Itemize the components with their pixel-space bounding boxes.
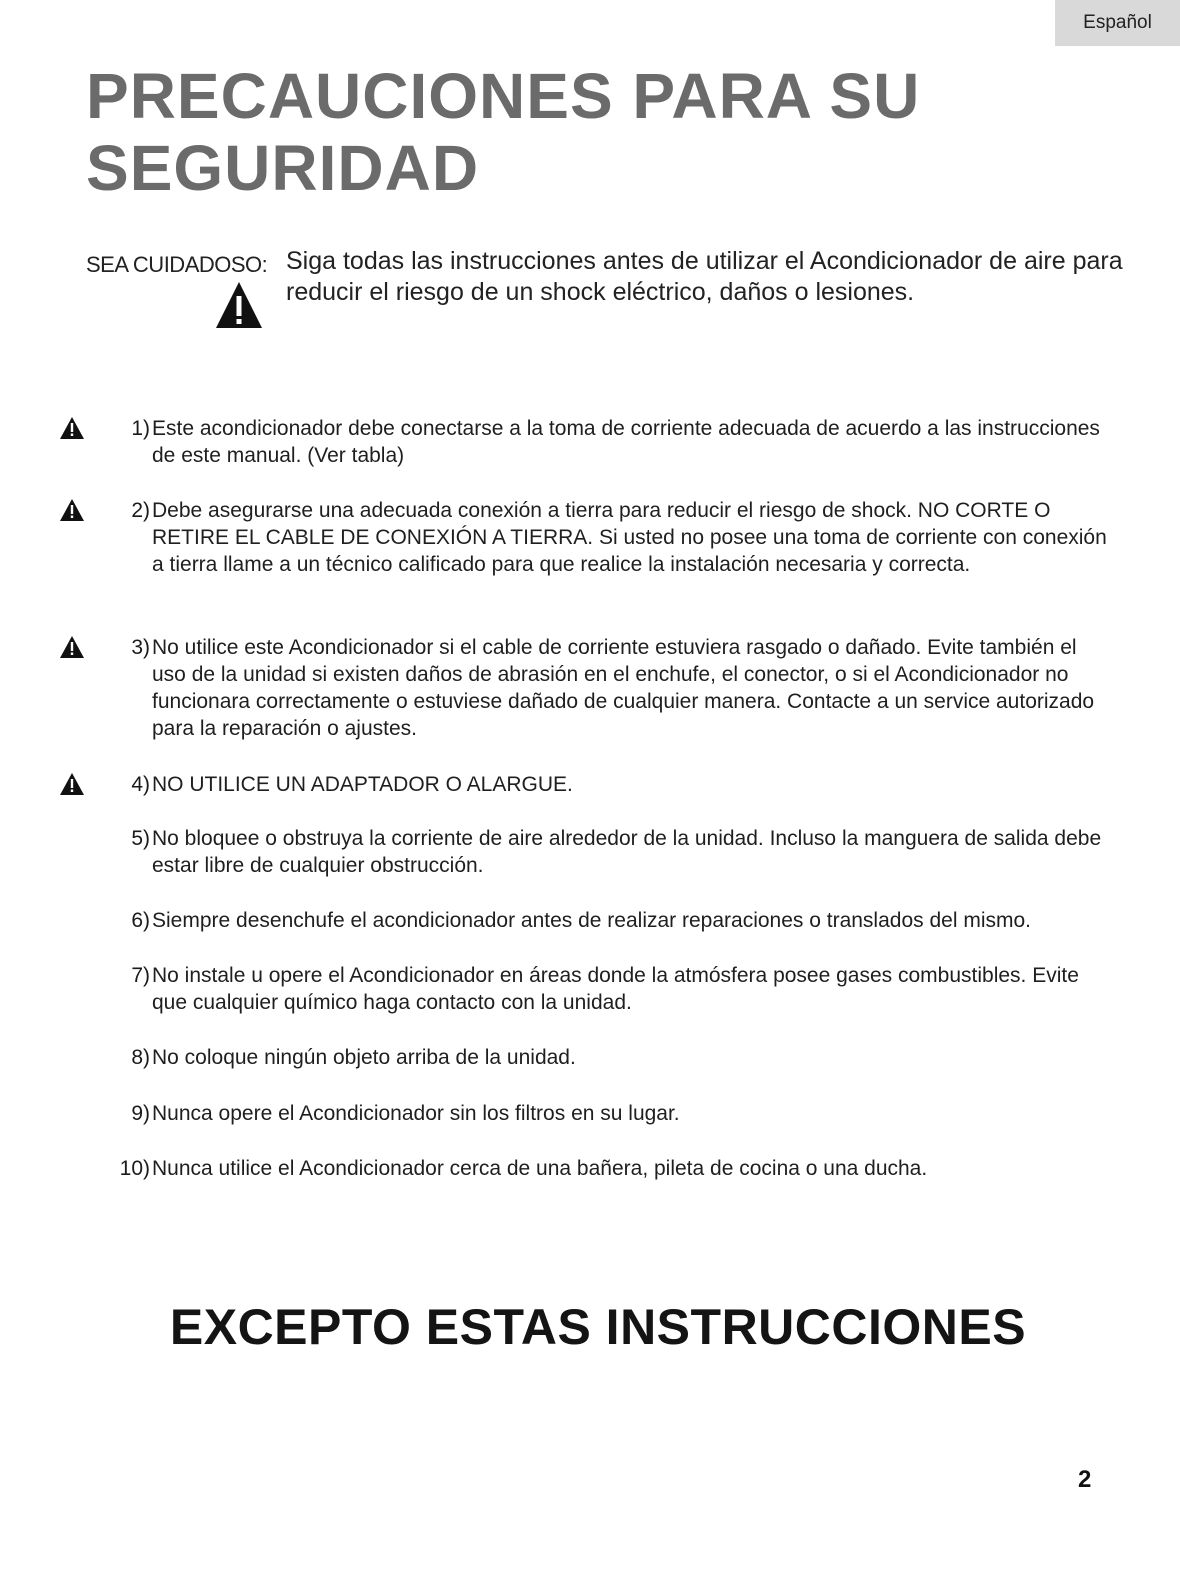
caution-label: SEA CUIDADOSO: (86, 252, 268, 277)
item-number: 5) (131, 827, 150, 850)
warning-icon (60, 499, 84, 521)
item-number: 4) (131, 773, 150, 796)
page-title: PRECAUCIONES PARA SU SEGURIDAD (86, 60, 921, 204)
caution-text: Siga todas las instrucciones antes de utilizar el Acondicionador de aire para reducir el riesgo de un shock eléctrico, daños o lesiones. (286, 247, 1123, 306)
item-number: 8) (131, 1046, 150, 1069)
item-number: 7) (131, 964, 150, 987)
item-number: 1) (131, 417, 150, 440)
language-label: Español (1083, 12, 1152, 33)
item-number: 3) (131, 636, 150, 659)
item-text: No coloque ningún objeto arriba de la unidad. (152, 1046, 576, 1069)
item-number: 10) (119, 1157, 150, 1180)
item-text: Siempre desenchufe el acondicionador antes de realizar reparaciones o translados del mismo. (152, 909, 1031, 932)
footer-title: EXCEPTO ESTAS INSTRUCCIONES (169, 1299, 1027, 1355)
warning-icon (60, 636, 84, 658)
item-text: Debe asegurarse una adecuada conexión a tierra para reducir el riesgo de shock. NO CORTE O RETIRE EL CABLE DE CONEXIÓN A TIERRA. Si usted no posee una toma de corriente con conexión a tierra llame a un técnico calificado para que realice la instalación necesaria y correcta. (152, 499, 1107, 576)
item-number: 2) (131, 499, 150, 522)
item-text: No instale u opere el Acondicionador en áreas donde la atmósfera posee gases combustibles. Evite que cualquier químico haga contacto con la unidad. (152, 964, 1079, 1014)
warning-icon (60, 417, 84, 439)
item-text: NO UTILICE UN ADAPTADOR O ALARGUE. (152, 773, 573, 796)
page-number: 2 (1078, 1466, 1092, 1493)
item-number: 9) (131, 1102, 150, 1125)
item-number: 6) (131, 909, 150, 932)
item-text: Este acondicionador debe conectarse a la toma de corriente adecuada de acuerdo a las instrucciones de este manual. (Ver tabla) (152, 417, 1100, 467)
item-text: Nunca opere el Acondicionador sin los filtros en su lugar. (152, 1102, 680, 1125)
item-text: Nunca utilice el Acondicionador cerca de una bañera, pileta de cocina o una ducha. (152, 1157, 928, 1180)
warning-icon (60, 773, 84, 795)
item-text: No utilice este Acondicionador si el cable de corriente estuviera rasgado o dañado. Evite también el uso de la unidad si existen daños de abrasión en el enchufe, el conector, o si el Acondicionador no funcionara correctamente o estuviese dañado de cualquier manera. Contacte a un service autorizado para la reparación o ajustes. (152, 636, 1095, 740)
item-text: No bloquee o obstruya la corriente de aire alrededor de la unidad. Incluso la manguera de salida debe estar libre de cualquier obstrucción. (152, 827, 1102, 877)
